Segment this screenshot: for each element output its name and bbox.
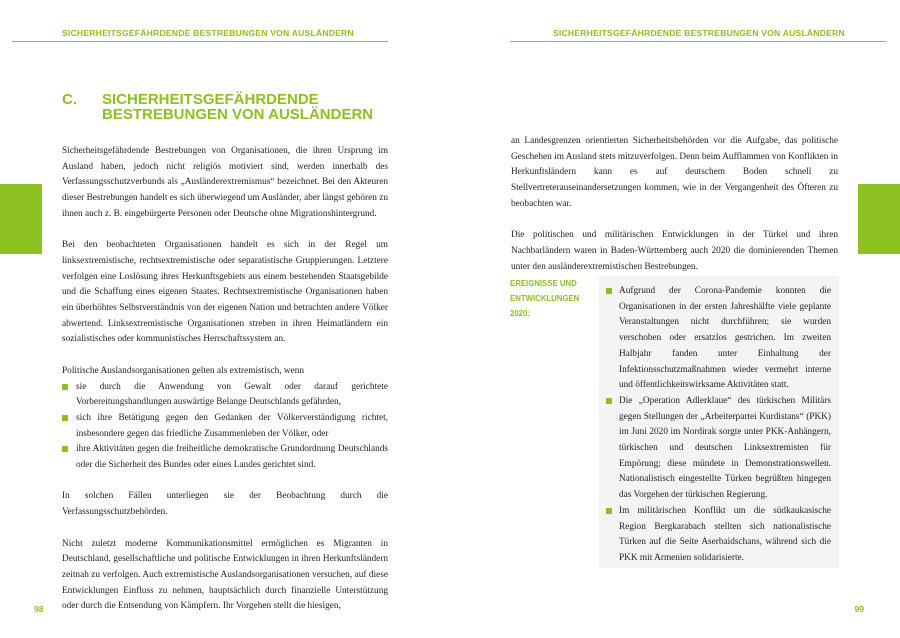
right-page [450, 0, 900, 638]
header-rule [510, 41, 886, 42]
paragraph: Die politischen und militärischen Entwicklungen in der Türkei und ihren Nachbarländern waren in Baden-Württemberg auch 2020 die dominierenden Themen unter den ausländerextremistischen Bestrebungen. [511, 230, 838, 272]
body-text-column [62, 144, 388, 631]
event-item: Im militärischen Konflikt um die südkaukasische Region Bergkarabach stellten sich nationalistische Türken auf die Seite Aserbaidschans, während sich die PKK mit Armenien solidarisierte. [601, 504, 831, 567]
list-item: sie durch die Anwendung von Gewalt oder darauf gerichtete Vorbereitungshandlungen auswärtige Belange Deutschlands gefährden, [62, 380, 388, 411]
page-number: 98 [34, 604, 44, 614]
running-head: SICHERHEITSGEFÄHRDENDE BESTREBUNGEN VON AUSLÄNDERN [553, 28, 845, 38]
body-text-column [511, 134, 838, 291]
event-item: Aufgrund der Corona-Pandemie konnten die Organisationen in der ersten Jahreshälfte viele geplante Veranstaltungen nicht durchführen; sie wurden verschoben oder ersatzlos gestrichen. Im zweiten Halbjahr fanden unter Einhaltung der Infektionsschutzmaßnahmen wieder vermehrt interne und öffentlichkeitswirksame Aktivitäten statt. [601, 284, 831, 394]
events-box [599, 276, 839, 568]
paragraph: Nicht zuletzt moderne Kommunikationsmittel ermöglichen es Migranten in Deutschland, gesellschaftliche und politische Entwicklungen in ihren Herkunftsländern zeitnah zu verfolgen. Auch extremistische Auslandsorganisationen versuchen, auf diese Entwicklungen Einfluss zu nehmen, hauptsächlich durch finanzielle Unterstützung oder durch die Entsendung von Kämpfern. Ihr Vorgehen stellt die hiesigen, [62, 538, 388, 612]
criteria-list [62, 380, 388, 474]
header-rule [12, 41, 388, 42]
list-intro: Politische Auslandsorganisationen gelten als extremistisch, wenn [62, 365, 305, 376]
list-item: ihre Aktivitäten gegen die freiheitliche demokratische Grundordnung Deutschlands oder die Sicherheit des Bundes oder eines Landes gerichtet sind. [62, 442, 388, 473]
running-head: SICHERHEITSGEFÄHRDENDE BESTREBUNGEN VON AUSLÄNDERN [62, 28, 354, 38]
paragraph: an Landesgrenzen orientierten Sicherheitsbehörden vor die Aufgabe, das politische Geschehen im Ausland stets mitzuverfolgen. Denn beim Aufflammen von Konflikten in Herkunftsländern kann es auf deutschem Boden schnell zu Stellvertreterauseinandersetzungen kommen, wie in der Vergangenheit des Öfteren zu beobachten war. [511, 136, 838, 209]
paragraph: In solchen Fällen unterliegen sie der Beobachtung durch die Verfassungsschutzbehörden. [62, 491, 388, 518]
events-sidebar-label: EREIGNISSE UND ENTWICKLUNGEN 2020: [510, 279, 580, 318]
chapter-tab-marker [0, 184, 42, 254]
events-list [601, 284, 831, 567]
page-number: 99 [854, 604, 864, 614]
chapter-tab-marker [858, 184, 900, 254]
chapter-number: C. [62, 91, 77, 108]
paragraph: Sicherheitsgefährdende Bestrebungen von Organisationen, die ihren Ursprung im Ausland haben, jedoch nicht religiös motiviert sind, werden innerhalb des Verfassungsschutzverbunds als „Ausländerextremismus“ bezeichnet. Bei den Akteuren dieser Bestrebungen handelt es sich überwiegend um Ausländer, aber längst gehören zu ihnen auch z. B. eingebürgerte Personen oder Deutsche ohne Migrationshintergrund. [62, 146, 388, 219]
chapter-title: SICHERHEITSGEFÄHRDENDE BESTREBUNGEN VON AUSLÄNDERN [102, 91, 374, 123]
list-item: sich ihre Betätigung gegen den Gedanken der Völkerverständigung richtet, insbesondere gegen das friedliche Zusammenleben der Völker, oder [62, 411, 388, 442]
paragraph: Bei den beobachteten Organisationen handelt es sich in der Regel um linksextremistische, rechtsextremistische oder separatistische Gruppierungen. Letztere verfolgen eine Loslösung ihres Herkunftsgebiets aus einem bestehenden Staatsgebilde und die Schaffung eines eigenen Staates. Rechtsextremistische Organisationen haben ein überhöhtes Selbstverständnis von der eigenen Nation und betrachten andere Völker abwertend. Linksextremistische Organisationen streben in ihren Heimatländern ein sozialistisches oder kommunistisches Herrschaftssystem an. [62, 240, 388, 345]
event-item: Die „Operation Adlerklaue“ des türkischen Militärs gegen Stellungen der „Arbeiterpartei Kurdistans“ (PKK) im Juni 2020 im Nordirak sorgte unter PKK-Anhängern, türkischen und deutschen Linksextremisten für Empörung; diese mündete in Demonstrationswellen. Nationalistisch eingestellte Türken begrüßten hingegen das Vorgehen der türkischen Regierung. [601, 394, 831, 504]
